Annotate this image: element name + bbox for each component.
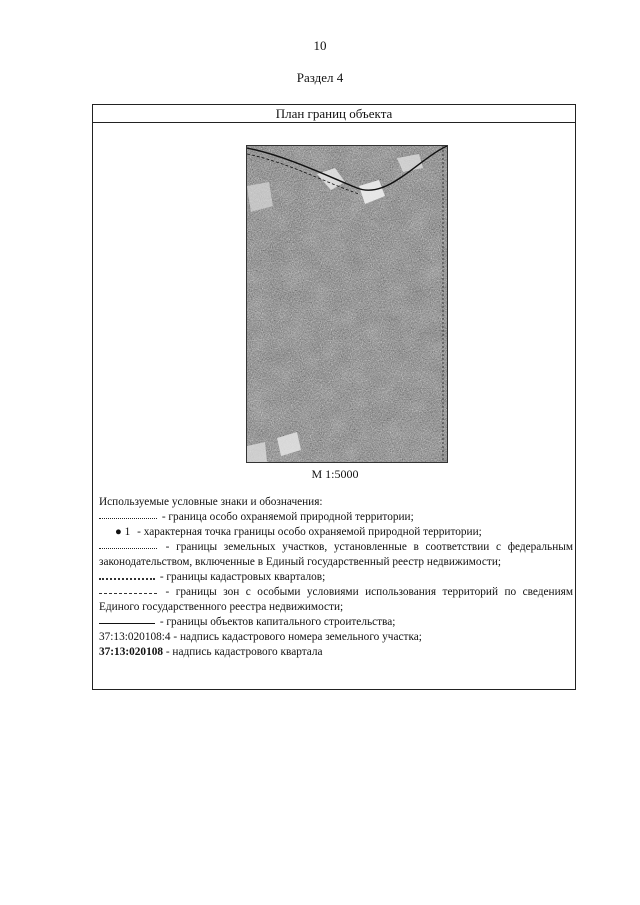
dense-dotted-line-symbol — [99, 575, 155, 580]
page-number: 10 — [313, 38, 327, 53]
legend-item-text: - границы кадастровых кварталов; — [159, 571, 326, 583]
legend — [99, 495, 573, 660]
legend-item-text: - характерная точка границы особо охраняемой природной территории; — [137, 526, 482, 538]
boundary-point-marker: ● 1 — [115, 526, 131, 538]
dashed-line-symbol — [99, 590, 157, 594]
boundary-plan-frame — [92, 104, 576, 690]
legend-item-boundary-point — [99, 525, 573, 540]
cadastral-quarter-number-sample: 37:13:020108 — [99, 646, 164, 658]
legend-item-land-plot-boundaries — [99, 540, 573, 570]
legend-item-text: - надпись кадастрового номера земельного участка; — [173, 631, 422, 643]
legend-item-quarter-label — [99, 645, 573, 660]
aerial-map-svg — [247, 146, 447, 462]
legend-item-ooptt-boundary — [99, 510, 573, 525]
legend-item-text: - граница особо охраняемой природной территории; — [161, 511, 414, 523]
aerial-map-image — [246, 145, 448, 463]
cadastral-plot-number-sample: 37:13:020108:4 — [99, 631, 171, 643]
legend-item-text: - границы зон с особыми условиями использования территорий по сведениям Единого государственного реестра недвижимости; — [99, 586, 573, 613]
legend-item-text: - границы земельных участков, установленные в соответствии с федеральным законодательством, включенные в Единый государственный реестр недвижимости; — [99, 541, 573, 568]
legend-item-special-zones — [99, 585, 573, 615]
legend-item-plot-number-label — [99, 630, 573, 645]
legend-item-text: - границы объектов капитального строительства; — [159, 616, 396, 628]
legend-item-cadastral-quarters — [99, 570, 573, 585]
legend-item-capital-construction — [99, 615, 573, 630]
dotted-line-symbol — [99, 545, 157, 549]
solid-line-symbol — [99, 620, 155, 624]
map-scale-label: М 1:5000 — [311, 467, 359, 481]
legend-item-text: - надпись кадастрового квартала — [165, 646, 323, 658]
dotted-line-symbol — [99, 515, 157, 519]
legend-intro: Используемые условные знаки и обозначения: — [99, 496, 323, 508]
frame-header: План границ объекта — [93, 105, 575, 123]
section-title: Раздел 4 — [296, 70, 344, 85]
